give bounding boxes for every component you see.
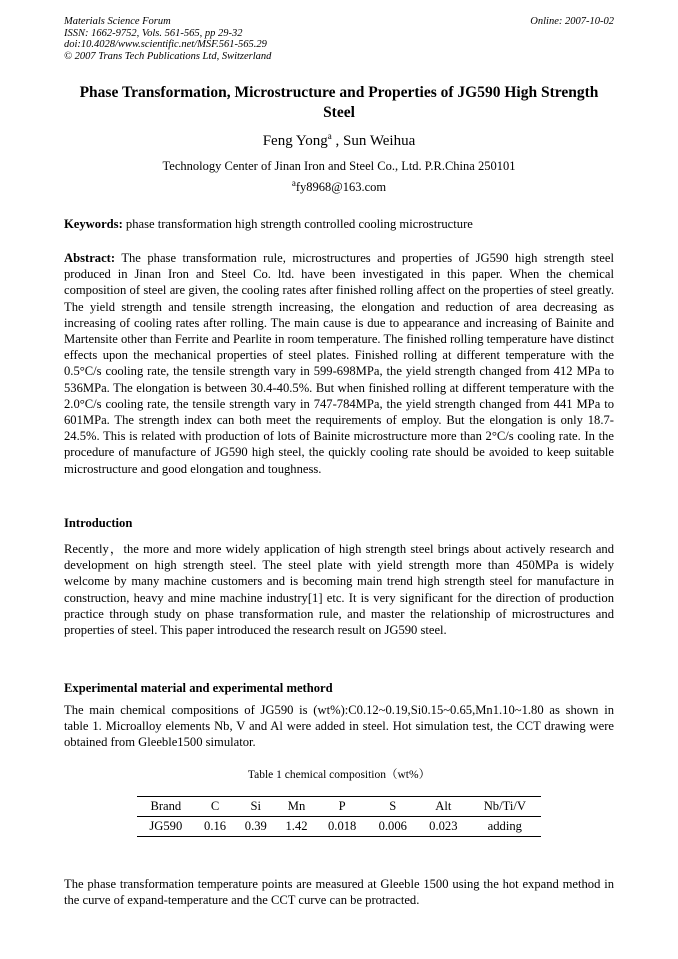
experimental-heading: Experimental material and experimental methord: [64, 681, 333, 695]
introduction-heading: Introduction: [64, 516, 133, 530]
table-cell: adding: [487, 819, 522, 833]
journal-name: Materials Science Forum: [64, 16, 171, 27]
table-header-cell: Brand: [150, 799, 182, 813]
affiliation: Technology Center of Jinan Iron and Steel Co., Ltd. P.R.China 250101: [162, 159, 516, 173]
abstract-text: The phase transformation rule, microstructures and properties of JG590 high strength steel produced in Jinan Iron and Steel Co. ltd. have been investigated in this paper. When the chemical composition of steel are given, the cooling rates after finished rolling affect on the properties of steel greatly. The yield strength and tensile strength increasing, the elongation and reduction of area decreasing as increasing of cooling rates after rolling. The main cause is due to appearance and increasing of Bainite and Martensite other than Ferrite and Pearlite in room temperature. The finished rolling temperature have distinct effects upon the mechanical properties of steel plates. Finished rolling at different temperature with the 0.5°C/s cooling rate, the tensile strength vary in 599-698MPa, the yield strength changed from 412 MPa to 536MPa. The elongation is between 30.4-40.5%. But when finished rolling at different temperature with the 2.0°C/s cooling rate, the tensile strength vary in 747-784MPa, the yield strength changed from 441 MPa to 601MPa. The strength index can both meet the requirements of employ. But the elongation is only 18.7-24.5%. This is related with production of lots of Bainite microstructure more than 2°C/s cooling rate. In the procedure of manufacture of JG590 high steel, the quickly cooling rate should be avoided to keep suitable microstructure and good elongation and toughness.: [64, 251, 614, 476]
keywords-text: phase transformation high strength controlled cooling microstructure: [122, 217, 473, 231]
abstract-label: Abstract:: [64, 251, 116, 265]
table-cell: 1.42: [285, 819, 308, 833]
online-date: Online: 2007-10-02: [530, 16, 614, 27]
table-header-cell: Nb/Ti/V: [483, 799, 526, 813]
table-header-cell: P: [338, 799, 346, 813]
table-header-cell: C: [210, 799, 220, 813]
table-cell: 0.16: [204, 819, 227, 833]
author-1: Feng Yong: [262, 133, 328, 149]
author-email: [64, 177, 614, 195]
table-cell: 0.023: [429, 819, 458, 833]
issn-line: ISSN: 1662-9752, Vols. 561-565, pp 29-32: [64, 27, 243, 39]
table-cell: JG590: [149, 819, 183, 833]
email-superscript: a: [291, 177, 296, 188]
copyright-line: © 2007 Trans Tech Publications Ltd, Switzerland: [64, 50, 272, 62]
table-header-cell: Mn: [287, 799, 306, 813]
table-header-cell: Alt: [435, 799, 452, 813]
author-2: Sun Weihua: [343, 133, 416, 149]
table-cell: 0.006: [378, 819, 407, 833]
journal-header: [64, 16, 271, 62]
author-line: [64, 133, 614, 150]
table-caption: Table 1 chemical composition（wt%）: [247, 769, 431, 781]
composition-table: [137, 796, 541, 837]
author-1-superscript: a: [327, 131, 332, 141]
introduction-text: Recently，the more and more widely application of high strength steel brings about actively research and development on high strength steel. The steel plate with yield strength more than 450MPa is widely welcome by many machine customers and is becoming main trend high strength steel for manufacture in construction, heavy and mine machine industry[1] etc. It is very significant for the direction of production practice through study on phase transformation rule, and master the relationship of microstructures and properties of steel. This paper introduced the research result on JG590 steel.: [64, 542, 614, 638]
abstract: [64, 250, 614, 477]
table-cell: 0.39: [244, 819, 267, 833]
keywords: [64, 216, 614, 232]
paper-title: Phase Transformation, Microstructure and Properties of JG590 High Strength Steel: [79, 84, 599, 121]
doi-line: doi:10.4028/www.scientific.net/MSF.561-565.29: [64, 39, 267, 50]
table-header-row: [137, 797, 541, 817]
table-cell: 0.018: [328, 819, 357, 833]
author-separator: ,: [331, 133, 343, 149]
table-header-cell: S: [389, 799, 397, 813]
closing-paragraph: The phase transformation temperature points are measured at Gleeble 1500 using the hot expand method in the curve of expand-temperature and the CCT curve can be protracted.: [64, 877, 614, 908]
keywords-label: Keywords:: [64, 217, 123, 231]
table-header-cell: Si: [250, 799, 262, 813]
email-address: fy8968@163.com: [295, 180, 387, 194]
table-row: [137, 817, 541, 837]
experimental-text: The main chemical compositions of JG590 is (wt%):C0.12~0.19,Si0.15~0.65,Mn1.10~1.80 as shown in table 1. Microalloy elements Nb, V and Al were added in steel. Hot simulation test, the CCT drawing were obtained from Gleeble1500 simulator.: [64, 703, 614, 750]
